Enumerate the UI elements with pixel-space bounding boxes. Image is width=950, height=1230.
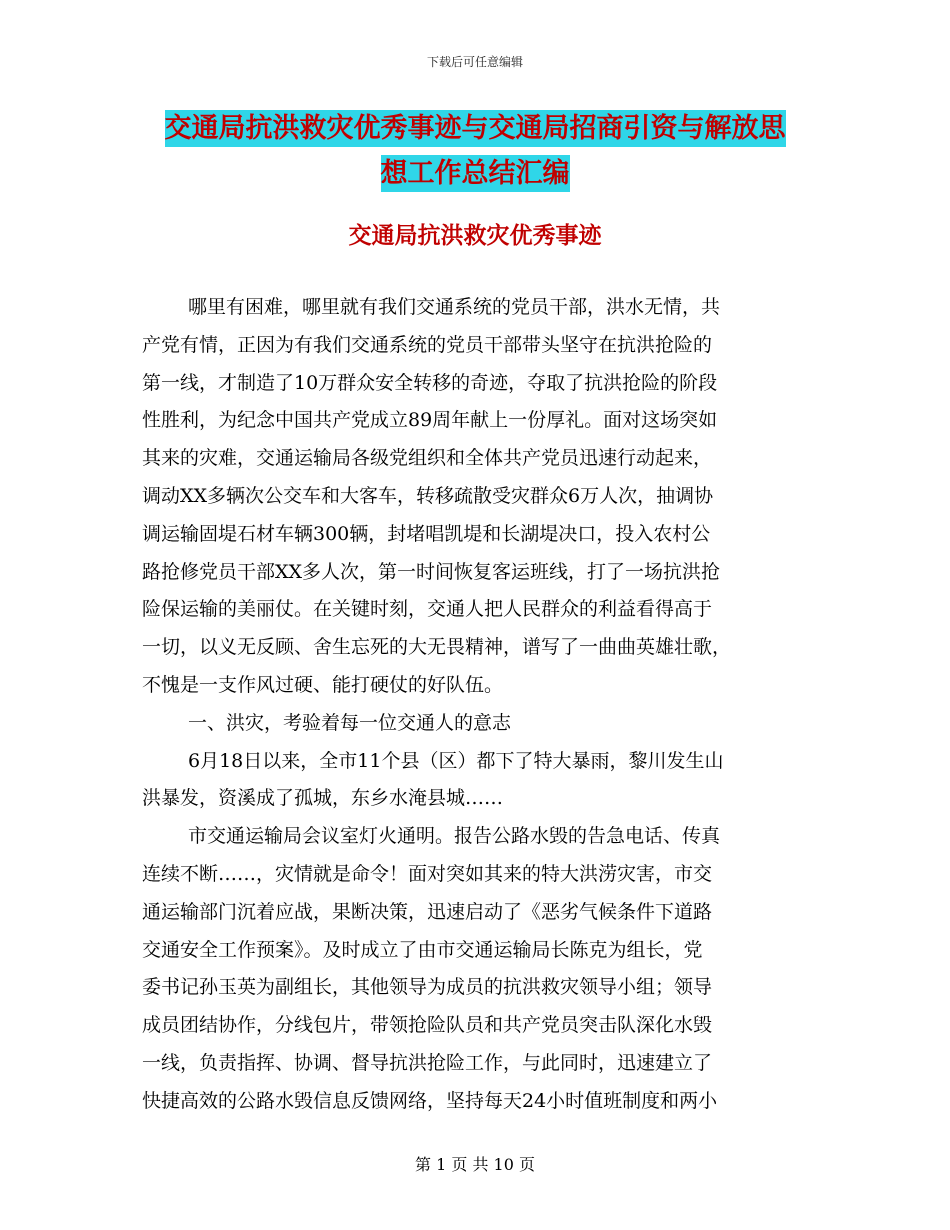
paragraph-line: 快捷高效的公路水毁信息反馈网络，坚持每天24小时值班制度和两小 [142,1089,718,1112]
paragraph-line: 第一线，才制造了10万群众安全转移的奇迹，夺取了抗洪抢险的阶段 [142,371,718,394]
paragraph-line: 委书记孙玉英为副组长，其他领导为成员的抗洪救灾领导小组；领导 [142,976,713,999]
paragraph-line: 6月18日以来，全市11个县（区）都下了特大暴雨，黎川发生山 [188,749,724,772]
paragraph-line: 交通安全工作预案》。及时成立了由市交通运输局长陈克为组长，党 [142,938,703,961]
document-title-text-1: 交通局抗洪救灾优秀事迹与交通局招商引资与解放思 [165,110,786,147]
paragraph-line: 调动XX多辆次公交车和大客车，转移疏散受灾群众6万人次，抽调协 [142,484,714,507]
subheading-line: 一、洪灾，考验着每一位交通人的意志 [188,711,512,734]
paragraph-line: 路抢修党员干部XX多人次，第一时间恢复客运班线，打了一场抗洪抢 [142,560,721,583]
document-title-line-1 [0,112,950,146]
paragraph-line: 调运输固堤石材车辆300辆，封堵唱凯堤和长湖堤决口，投入农村公 [142,522,711,545]
paragraph-line: 一线，负责指挥、协调、督导抗洪抢险工作，与此同时，迅速建立了 [142,1051,713,1074]
paragraph-line: 一切，以义无反顾、舍生忘死的大无畏精神，谱写了一曲曲英雄壮歌， [142,636,732,659]
section-title: 交通局抗洪救灾优秀事迹 [348,223,602,249]
paragraph-line: 哪里有困难，哪里就有我们交通系统的党员干部，洪水无情，共 [188,296,721,318]
paragraph-line: 不愧是一支作风过硬、能打硬仗的好队伍。 [142,673,504,696]
paragraph-line: 险保运输的美丽仗。在关键时刻，交通人把人民群众的利益看得高于 [142,598,713,621]
paragraph-line: 性胜利，为纪念中国共产党成立89周年献上一份厚礼。面对这场突如 [142,409,718,432]
body-text [142,289,812,1121]
paragraph-line: 连续不断……，灾情就是命令！面对突如其来的特大洪涝灾害，市交 [142,862,713,885]
document-title-text-2: 想工作总结汇编 [381,155,570,192]
paragraph-line: 市交通运输局会议室灯火通明。报告公路水毁的告急电话、传真 [188,825,721,848]
paragraph-line: 通运输部门沉着应战，果断决策，迅速启动了《恶劣气候条件下道路 [142,900,713,923]
paragraph-line: 洪暴发，资溪成了孤城，东乡水淹县城…… [142,787,504,810]
page-number-footer: 第 1 页 共 10 页 [415,1155,535,1174]
paragraph-line: 其来的灾难，交通运输局各级党组织和全体共产党员迅速行动起来， [142,447,713,470]
document-title-line-2 [0,157,950,191]
page-header-note: 下载后可任意编辑 [426,55,523,69]
paragraph-line: 产党有情，正因为有我们交通系统的党员干部带头坚守在抗洪抢险的 [142,333,713,356]
paragraph-line: 成员团结协作，分线包片，带领抢险队员和共产党员突击队深化水毁 [142,1014,713,1037]
